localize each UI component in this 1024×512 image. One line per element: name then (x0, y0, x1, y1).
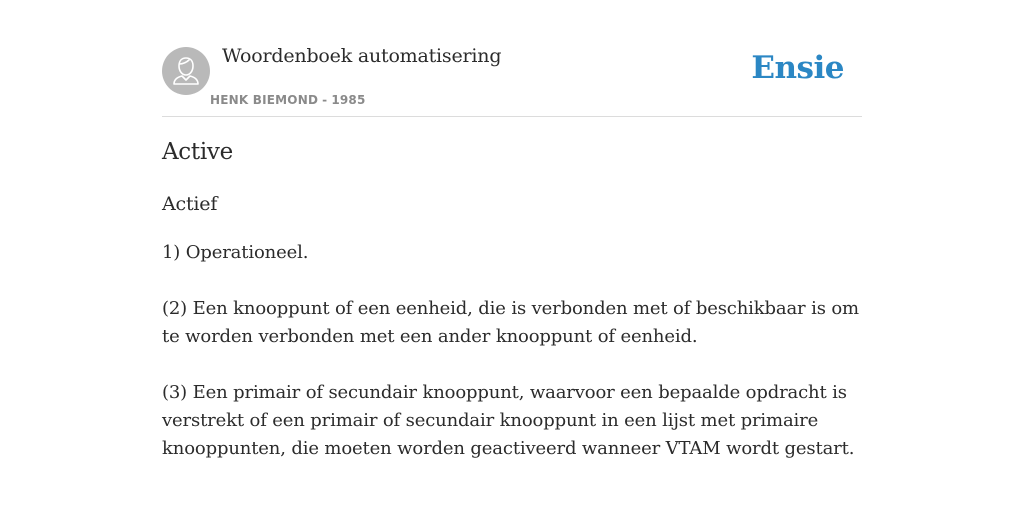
definition-paragraph: (2) Een knooppunt of een eenheid, die is verbonden met of beschikbaar is om te worden verbonden met een ander knooppunt of eenheid. (162, 298, 859, 347)
definition-paragraph: (3) Een primair of secundair knooppunt, waarvoor een bepaalde opdracht is verstrekt of een primair of secundair knooppunt in een lijst met primaire knooppunten, die moeten worden geactiveerd wanneer VTAM wordt gestart. (162, 382, 855, 459)
content-column (162, 0, 862, 459)
entry-term: Active (162, 139, 233, 165)
brand-logo[interactable]: Ensie (751, 50, 844, 86)
author-avatar[interactable] (162, 47, 210, 95)
source-header (162, 0, 862, 117)
meta-separator: - (322, 93, 328, 107)
entry-definition (162, 239, 862, 491)
author-name[interactable]: HENK BIEMOND (210, 93, 319, 107)
entry-translation: Actief (162, 193, 218, 215)
publication-year: 1985 (331, 93, 366, 107)
book-title[interactable]: Woordenboek automatisering (222, 45, 502, 67)
source-meta (210, 93, 366, 107)
definition-paragraph: 1) Operationeel. (162, 242, 309, 263)
user-silhouette-icon (162, 47, 210, 95)
